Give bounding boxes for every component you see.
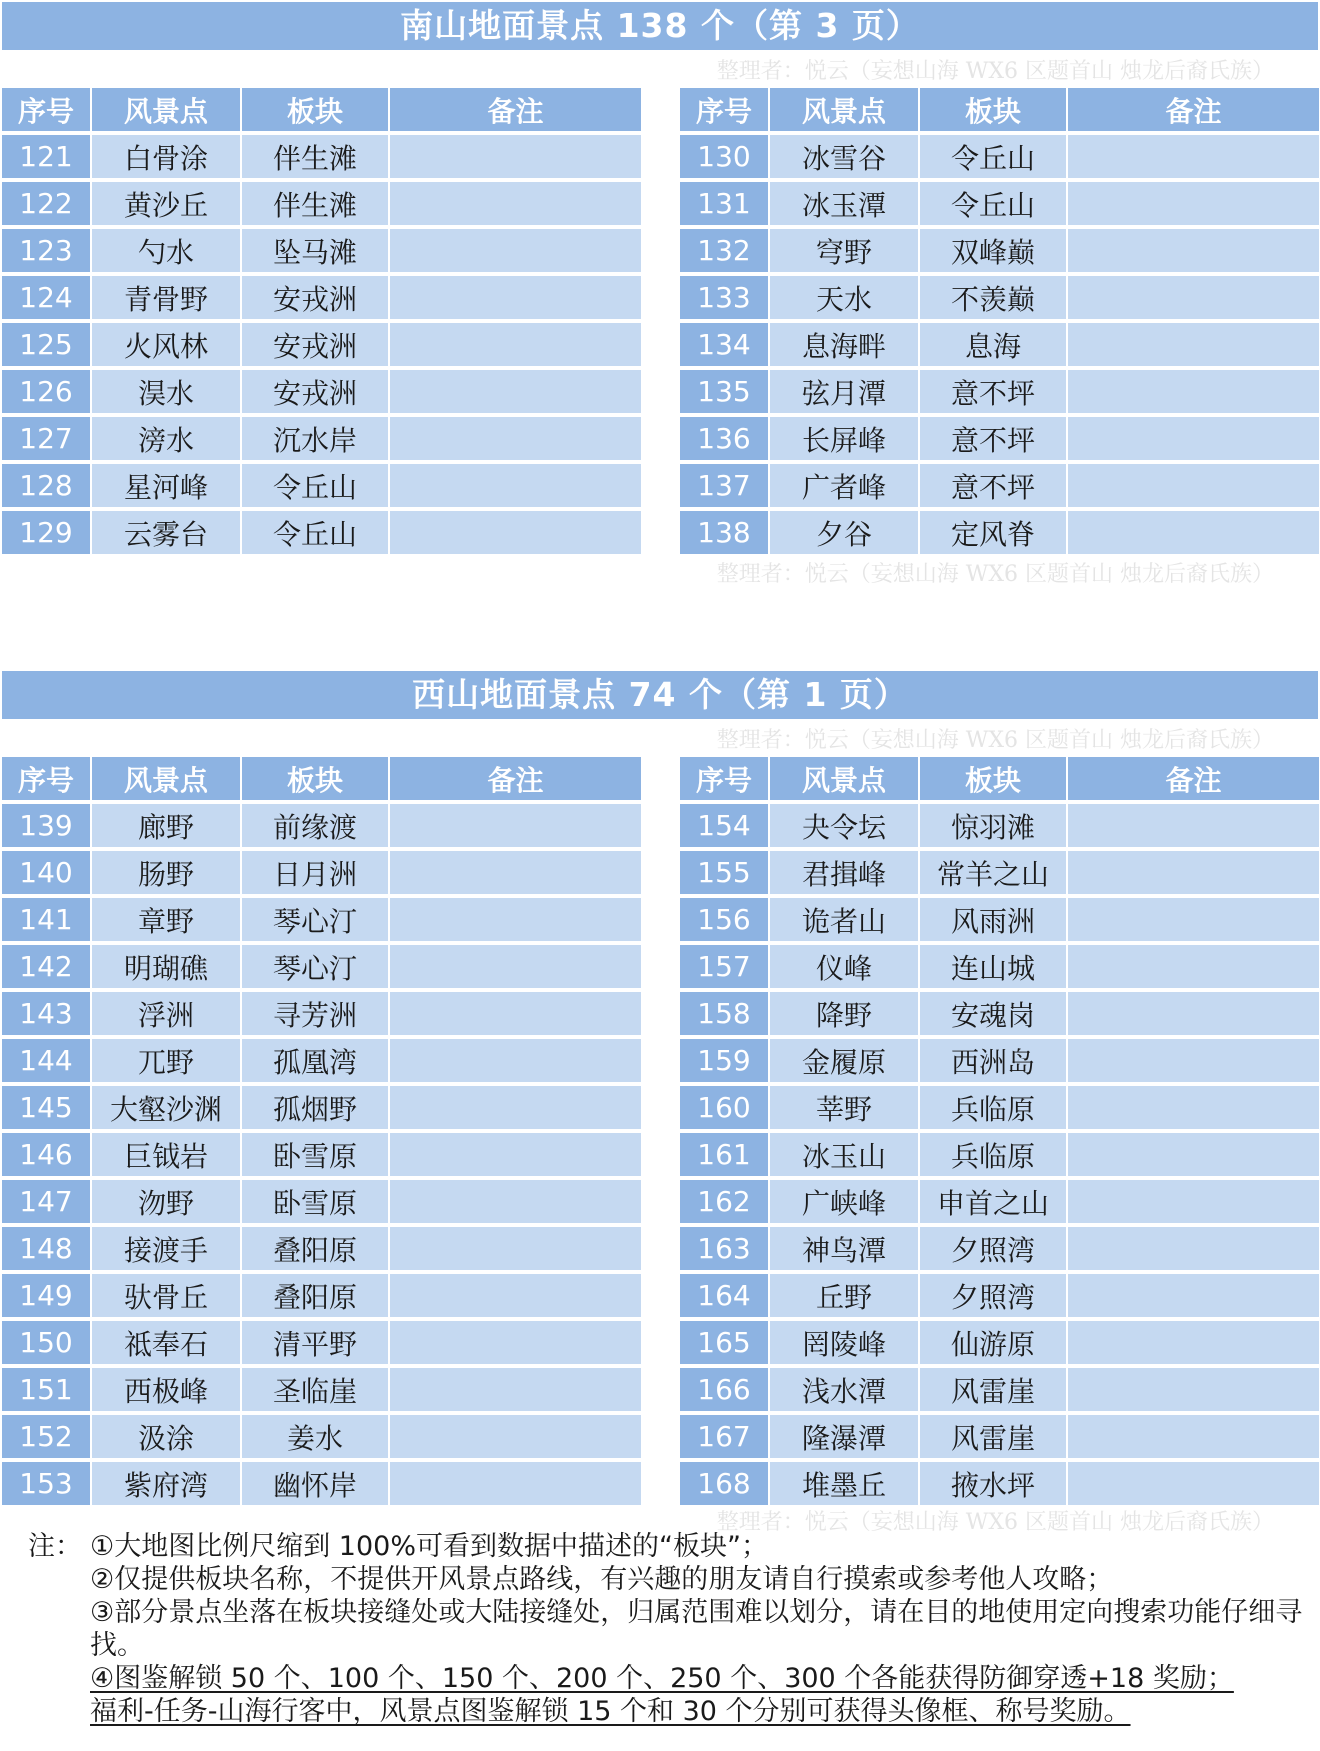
note-4: ④图鉴解锁 50 个、100 个、150 个、200 个、250 个、300 个各能获得防御穿透+18 奖励； — [90, 1663, 1234, 1694]
cell-note — [388, 276, 641, 319]
table-row — [680, 1368, 1319, 1411]
table-row — [2, 370, 641, 413]
notes-lead: 注： — [28, 1531, 82, 1562]
cell-spot: 白骨涂 — [90, 135, 240, 178]
cell-spot: 巨钺岩 — [90, 1133, 240, 1176]
col-header-spot: 风景点 — [90, 88, 240, 131]
cell-id: 163 — [680, 1227, 768, 1270]
cell-id: 158 — [680, 992, 768, 1035]
cell-spot: 冰玉山 — [768, 1133, 918, 1176]
cell-spot: 驮骨丘 — [90, 1274, 240, 1317]
table-header-row — [680, 757, 1319, 800]
table-row — [680, 229, 1319, 272]
note-3: ③部分景点坐落在板块接缝处或大陆接缝处，归属范围难以划分，请在目的地使用定向搜索功能仔细寻找。 — [90, 1597, 1303, 1661]
cell-area: 兵临原 — [918, 1086, 1066, 1129]
cell-id: 125 — [2, 323, 90, 366]
cell-id: 166 — [680, 1368, 768, 1411]
cell-area: 琴心汀 — [240, 898, 388, 941]
cell-spot: 神鸟潭 — [768, 1227, 918, 1270]
cell-area: 西洲岛 — [918, 1039, 1066, 1082]
cell-note — [388, 1180, 641, 1223]
table-row — [680, 370, 1319, 413]
cell-note — [388, 464, 641, 507]
table-row — [680, 511, 1319, 554]
cell-area: 双峰巅 — [918, 229, 1066, 272]
cell-note — [388, 992, 641, 1035]
cell-id: 148 — [2, 1227, 90, 1270]
cell-spot: 长屏峰 — [768, 417, 918, 460]
table-row — [680, 992, 1319, 1035]
col-header-area: 板块 — [240, 88, 388, 131]
cell-spot: 冰玉潭 — [768, 182, 918, 225]
south-table-right — [680, 84, 1319, 558]
cell-area: 风雨洲 — [918, 898, 1066, 941]
table-row — [680, 135, 1319, 178]
col-header-note: 备注 — [388, 88, 641, 131]
table-row — [680, 1321, 1319, 1364]
notes-block — [28, 1530, 1308, 1728]
cell-area: 日月洲 — [240, 851, 388, 894]
cell-id: 159 — [680, 1039, 768, 1082]
cell-id: 150 — [2, 1321, 90, 1364]
cell-id: 138 — [680, 511, 768, 554]
cell-note — [1066, 945, 1319, 988]
cell-note — [388, 1462, 641, 1505]
cell-spot: 降野 — [768, 992, 918, 1035]
table-row — [680, 417, 1319, 460]
table-row — [2, 1086, 641, 1129]
table-row — [2, 1039, 641, 1082]
cell-spot: 息海畔 — [768, 323, 918, 366]
cell-spot: 堆墨丘 — [768, 1462, 918, 1505]
table-row — [680, 851, 1319, 894]
cell-note — [388, 370, 641, 413]
cell-note — [1066, 804, 1319, 847]
cell-note — [1066, 276, 1319, 319]
table-row — [680, 1462, 1319, 1505]
cell-spot: 隆瀑潭 — [768, 1415, 918, 1458]
cell-id: 145 — [2, 1086, 90, 1129]
table-row — [680, 1039, 1319, 1082]
cell-spot: 浅水潭 — [768, 1368, 918, 1411]
cell-area: 琴心汀 — [240, 945, 388, 988]
cell-spot: 章野 — [90, 898, 240, 941]
cell-id: 152 — [2, 1415, 90, 1458]
cell-id: 154 — [680, 804, 768, 847]
cell-spot: 明瑚礁 — [90, 945, 240, 988]
cell-area: 叠阳原 — [240, 1274, 388, 1317]
cell-spot: 莘野 — [768, 1086, 918, 1129]
cell-note — [1066, 898, 1319, 941]
cell-id: 168 — [680, 1462, 768, 1505]
cell-id: 140 — [2, 851, 90, 894]
col-header-area: 板块 — [918, 88, 1066, 131]
cell-area: 卧雪原 — [240, 1133, 388, 1176]
cell-area: 圣临崖 — [240, 1368, 388, 1411]
cell-area: 定风脊 — [918, 511, 1066, 554]
cell-area: 安魂岗 — [918, 992, 1066, 1035]
cell-note — [388, 417, 641, 460]
note-2: ②仅提供板块名称，不提供开风景点路线，有兴趣的朋友请自行摸索或参考他人攻略； — [90, 1564, 1114, 1595]
table-row — [2, 945, 641, 988]
table-row — [2, 511, 641, 554]
cell-area: 意不坪 — [918, 464, 1066, 507]
col-header-note: 备注 — [1066, 88, 1319, 131]
cell-area: 风雷崖 — [918, 1368, 1066, 1411]
cell-note — [1066, 992, 1319, 1035]
col-header-spot: 风景点 — [768, 757, 918, 800]
cell-area: 前缘渡 — [240, 804, 388, 847]
table-row — [2, 1368, 641, 1411]
cell-note — [388, 851, 641, 894]
cell-spot: 穹野 — [768, 229, 918, 272]
table-row — [2, 898, 641, 941]
cell-area: 姜水 — [240, 1415, 388, 1458]
cell-area: 仙游原 — [918, 1321, 1066, 1364]
table-row — [2, 1180, 641, 1223]
table-row — [680, 323, 1319, 366]
cell-note — [1066, 135, 1319, 178]
cell-area: 夕照湾 — [918, 1274, 1066, 1317]
cell-spot: 紫府湾 — [90, 1462, 240, 1505]
cell-id: 156 — [680, 898, 768, 941]
cell-id: 162 — [680, 1180, 768, 1223]
cell-area: 兵临原 — [918, 1133, 1066, 1176]
cell-spot: 汲涂 — [90, 1415, 240, 1458]
cell-area: 叠阳原 — [240, 1227, 388, 1270]
cell-note — [1066, 1368, 1319, 1411]
cell-spot: 丘野 — [768, 1274, 918, 1317]
cell-area: 孤烟野 — [240, 1086, 388, 1129]
cell-id: 167 — [680, 1415, 768, 1458]
cell-area: 掖水坪 — [918, 1462, 1066, 1505]
cell-note — [1066, 1086, 1319, 1129]
cell-area: 坠马滩 — [240, 229, 388, 272]
west-table-left — [2, 753, 641, 1509]
cell-note — [388, 1415, 641, 1458]
table-row — [680, 804, 1319, 847]
cell-id: 149 — [2, 1274, 90, 1317]
cell-spot: 冰雪谷 — [768, 135, 918, 178]
cell-area: 安戎洲 — [240, 276, 388, 319]
table-row — [2, 182, 641, 225]
cell-id: 126 — [2, 370, 90, 413]
cell-id: 121 — [2, 135, 90, 178]
section-title-south: 南山地面景点 138 个（第 3 页） — [2, 2, 1318, 50]
cell-note — [388, 135, 641, 178]
cell-area: 清平野 — [240, 1321, 388, 1364]
cell-spot: 祗奉石 — [90, 1321, 240, 1364]
cell-note — [388, 1321, 641, 1364]
col-header-id: 序号 — [2, 757, 90, 800]
table-row — [680, 464, 1319, 507]
cell-note — [388, 1039, 641, 1082]
cell-id: 129 — [2, 511, 90, 554]
col-header-spot: 风景点 — [768, 88, 918, 131]
table-row — [2, 992, 641, 1035]
table-row — [2, 1462, 641, 1505]
cell-note — [1066, 1321, 1319, 1364]
cell-note — [1066, 323, 1319, 366]
cell-id: 141 — [2, 898, 90, 941]
cell-note — [388, 1133, 641, 1176]
cell-spot: 廊野 — [90, 804, 240, 847]
cell-area: 令丘山 — [918, 182, 1066, 225]
cell-note — [1066, 464, 1319, 507]
table-row — [2, 804, 641, 847]
cell-spot: 夬令坛 — [768, 804, 918, 847]
cell-spot: 接渡手 — [90, 1227, 240, 1270]
col-header-spot: 风景点 — [90, 757, 240, 800]
note-1: ①大地图比例尺缩到 100%可看到数据中描述的“板块”； — [90, 1531, 768, 1562]
cell-id: 137 — [680, 464, 768, 507]
cell-spot: 弦月潭 — [768, 370, 918, 413]
cell-area: 伴生滩 — [240, 135, 388, 178]
cell-area: 意不坪 — [918, 370, 1066, 413]
cell-note — [388, 804, 641, 847]
cell-id: 133 — [680, 276, 768, 319]
col-header-id: 序号 — [2, 88, 90, 131]
cell-spot: 肠野 — [90, 851, 240, 894]
cell-spot: 金履原 — [768, 1039, 918, 1082]
cell-spot: 仪峰 — [768, 945, 918, 988]
cell-area: 令丘山 — [240, 511, 388, 554]
table-row — [680, 1133, 1319, 1176]
cell-spot: 云雾台 — [90, 511, 240, 554]
col-header-note: 备注 — [388, 757, 641, 800]
table-row — [2, 135, 641, 178]
table-row — [2, 1415, 641, 1458]
cell-spot: 青骨野 — [90, 276, 240, 319]
credit-watermark: 整理者：悦云（妄想山海 WX6 区题首山 烛龙后裔氏族） — [716, 59, 1274, 84]
col-header-id: 序号 — [680, 88, 768, 131]
table-row — [680, 1180, 1319, 1223]
cell-note — [388, 182, 641, 225]
cell-note — [388, 1274, 641, 1317]
cell-note — [388, 1368, 641, 1411]
cell-spot: 沕野 — [90, 1180, 240, 1223]
cell-id: 164 — [680, 1274, 768, 1317]
cell-spot: 浮洲 — [90, 992, 240, 1035]
table-header-row — [2, 88, 641, 131]
cell-area: 安戎洲 — [240, 323, 388, 366]
cell-spot: 淏水 — [90, 370, 240, 413]
cell-note — [1066, 511, 1319, 554]
table-row — [2, 464, 641, 507]
table-row — [680, 898, 1319, 941]
col-header-id: 序号 — [680, 757, 768, 800]
cell-spot: 君揖峰 — [768, 851, 918, 894]
cell-area: 令丘山 — [240, 464, 388, 507]
cell-spot: 火风林 — [90, 323, 240, 366]
cell-area: 息海 — [918, 323, 1066, 366]
cell-area: 寻芳洲 — [240, 992, 388, 1035]
table-row — [2, 1227, 641, 1270]
cell-note — [1066, 1462, 1319, 1505]
cell-note — [1066, 1274, 1319, 1317]
cell-spot: 广者峰 — [768, 464, 918, 507]
cell-spot: 广峡峰 — [768, 1180, 918, 1223]
cell-note — [388, 511, 641, 554]
cell-id: 142 — [2, 945, 90, 988]
col-header-note: 备注 — [1066, 757, 1319, 800]
cell-area: 意不坪 — [918, 417, 1066, 460]
cell-id: 160 — [680, 1086, 768, 1129]
cell-note — [1066, 229, 1319, 272]
cell-note — [1066, 370, 1319, 413]
cell-area: 伴生滩 — [240, 182, 388, 225]
cell-id: 136 — [680, 417, 768, 460]
cell-area: 常羊之山 — [918, 851, 1066, 894]
cell-spot: 天水 — [768, 276, 918, 319]
cell-note — [1066, 1133, 1319, 1176]
table-row — [680, 276, 1319, 319]
cell-note — [388, 229, 641, 272]
table-row — [2, 276, 641, 319]
cell-spot: 黄沙丘 — [90, 182, 240, 225]
cell-id: 151 — [2, 1368, 90, 1411]
cell-spot: 诡者山 — [768, 898, 918, 941]
cell-note — [1066, 417, 1319, 460]
cell-area: 风雷崖 — [918, 1415, 1066, 1458]
credit-watermark: 整理者：悦云（妄想山海 WX6 区题首山 烛龙后裔氏族） — [716, 562, 1274, 587]
cell-id: 139 — [2, 804, 90, 847]
credit-watermark: 整理者：悦云（妄想山海 WX6 区题首山 烛龙后裔氏族） — [716, 1510, 1274, 1535]
cell-note — [1066, 851, 1319, 894]
table-row — [2, 417, 641, 460]
col-header-area: 板块 — [240, 757, 388, 800]
table-row — [680, 1227, 1319, 1270]
west-table-right — [680, 753, 1319, 1509]
cell-area: 令丘山 — [918, 135, 1066, 178]
cell-id: 124 — [2, 276, 90, 319]
cell-id: 130 — [680, 135, 768, 178]
credit-watermark: 整理者：悦云（妄想山海 WX6 区题首山 烛龙后裔氏族） — [716, 728, 1274, 753]
table-row — [680, 945, 1319, 988]
cell-id: 155 — [680, 851, 768, 894]
cell-note — [1066, 1415, 1319, 1458]
cell-note — [388, 1227, 641, 1270]
cell-area: 连山城 — [918, 945, 1066, 988]
cell-id: 122 — [2, 182, 90, 225]
table-row — [680, 1415, 1319, 1458]
table-row — [680, 1274, 1319, 1317]
cell-id: 134 — [680, 323, 768, 366]
cell-spot: 罔陵峰 — [768, 1321, 918, 1364]
table-row — [680, 1086, 1319, 1129]
cell-spot: 滂水 — [90, 417, 240, 460]
cell-id: 135 — [680, 370, 768, 413]
section-title-west: 西山地面景点 74 个（第 1 页） — [2, 671, 1318, 719]
table-header-row — [680, 88, 1319, 131]
note-5: 福利-任务-山海行客中，风景点图鉴解锁 15 个和 30 个分别可获得头像框、称号奖励。 — [90, 1696, 1131, 1727]
cell-note — [1066, 1039, 1319, 1082]
cell-spot: 夕谷 — [768, 511, 918, 554]
cell-area: 安戎洲 — [240, 370, 388, 413]
cell-area: 幽怀岸 — [240, 1462, 388, 1505]
cell-spot: 兀野 — [90, 1039, 240, 1082]
cell-note — [1066, 1180, 1319, 1223]
table-row — [2, 229, 641, 272]
cell-spot: 大壑沙渊 — [90, 1086, 240, 1129]
table-row — [2, 851, 641, 894]
cell-id: 153 — [2, 1462, 90, 1505]
cell-note — [388, 945, 641, 988]
cell-id: 123 — [2, 229, 90, 272]
table-row — [2, 323, 641, 366]
cell-area: 卧雪原 — [240, 1180, 388, 1223]
cell-spot: 勺水 — [90, 229, 240, 272]
cell-area: 惊羽滩 — [918, 804, 1066, 847]
cell-id: 131 — [680, 182, 768, 225]
cell-area: 沉水岸 — [240, 417, 388, 460]
cell-spot: 星河峰 — [90, 464, 240, 507]
cell-note — [388, 323, 641, 366]
cell-area: 孤凰湾 — [240, 1039, 388, 1082]
table-row — [2, 1274, 641, 1317]
cell-note — [388, 898, 641, 941]
cell-area: 不羡巅 — [918, 276, 1066, 319]
cell-id: 127 — [2, 417, 90, 460]
cell-id: 143 — [2, 992, 90, 1035]
cell-id: 146 — [2, 1133, 90, 1176]
col-header-area: 板块 — [918, 757, 1066, 800]
cell-note — [1066, 1227, 1319, 1270]
table-header-row — [2, 757, 641, 800]
table-row — [680, 182, 1319, 225]
table-row — [2, 1133, 641, 1176]
table-row — [2, 1321, 641, 1364]
cell-note — [1066, 182, 1319, 225]
cell-note — [388, 1086, 641, 1129]
cell-id: 157 — [680, 945, 768, 988]
cell-id: 144 — [2, 1039, 90, 1082]
cell-id: 128 — [2, 464, 90, 507]
cell-id: 165 — [680, 1321, 768, 1364]
cell-spot: 西极峰 — [90, 1368, 240, 1411]
cell-id: 147 — [2, 1180, 90, 1223]
cell-area: 申首之山 — [918, 1180, 1066, 1223]
cell-id: 161 — [680, 1133, 768, 1176]
cell-id: 132 — [680, 229, 768, 272]
cell-area: 夕照湾 — [918, 1227, 1066, 1270]
south-table-left — [2, 84, 641, 558]
